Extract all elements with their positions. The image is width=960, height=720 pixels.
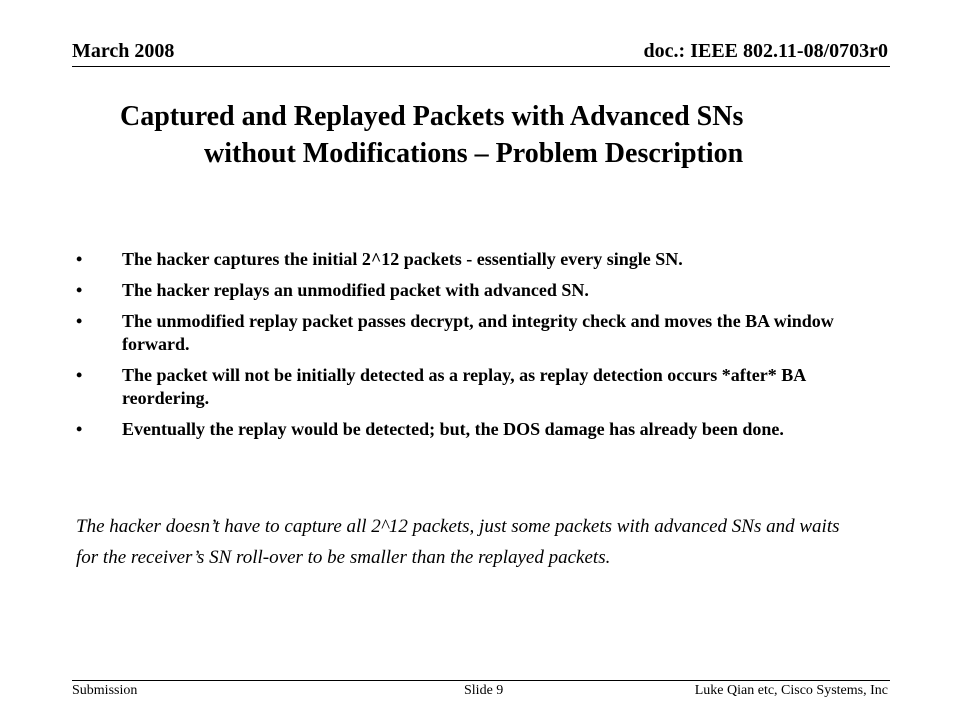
header-doc-id: doc.: IEEE 802.11-08/0703r0 (643, 40, 888, 62)
bullet-text: The hacker captures the initial 2^12 packets - essentially every single SN. (122, 249, 683, 269)
slide-title-line-2: without Modifications – Problem Description (204, 138, 744, 169)
bullet-list (76, 248, 876, 449)
bullet-dot-icon: • (76, 249, 83, 269)
bullet-dot-icon: • (76, 280, 83, 300)
bullet-text: The unmodified replay packet passes decrypt, and integrity check and moves the BA window forward. (122, 311, 834, 354)
footer-author: Luke Qian etc, Cisco Systems, Inc (694, 683, 888, 698)
bullet-item (76, 418, 876, 441)
italic-note: The hacker doesn’t have to capture all 2^12 packets, just some packets with advanced SNs and waits for the receiver’s SN roll-over to be smaller than the replayed packets. (76, 516, 840, 568)
bullet-text: Eventually the replay would be detected; but, the DOS damage has already been done. (122, 419, 784, 439)
footer-submission: Submission (72, 683, 138, 698)
bullet-item (76, 248, 876, 271)
bullet-item (76, 310, 876, 356)
bullet-item (76, 364, 876, 410)
bullet-dot-icon: • (76, 311, 83, 331)
bullet-dot-icon: • (76, 419, 83, 439)
slide-title (120, 98, 860, 172)
footer-slide-number: Slide 9 (464, 683, 504, 698)
header-divider (72, 66, 890, 67)
slide-title-line-1: Captured and Replayed Packets with Advanced SNs (120, 101, 744, 132)
footer-divider (72, 680, 890, 681)
bullet-text: The packet will not be initially detected as a replay, as replay detection occurs *after* BA reordering. (122, 365, 806, 408)
bullet-text: The hacker replays an unmodified packet with advanced SN. (122, 280, 589, 300)
bullet-dot-icon: • (76, 365, 83, 385)
header-date: March 2008 (72, 40, 175, 62)
bullet-item (76, 279, 876, 302)
